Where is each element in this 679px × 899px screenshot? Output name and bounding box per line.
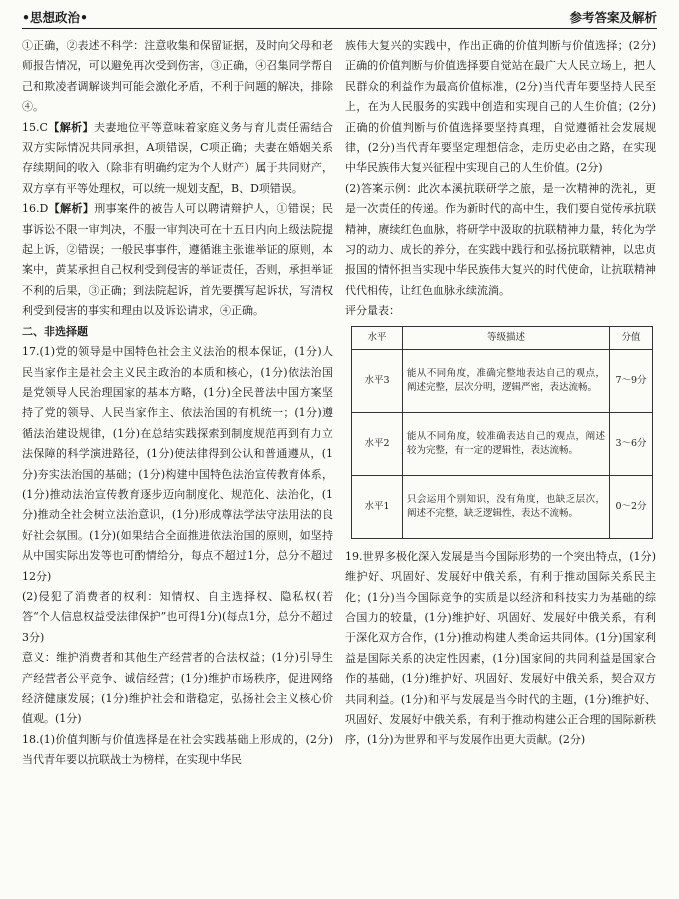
table-row bbox=[352, 349, 653, 412]
header-level: 水平 bbox=[352, 326, 403, 349]
level-cell: 水平2 bbox=[352, 412, 403, 475]
table-row bbox=[352, 475, 653, 538]
answer-16-tag: 【解析】 bbox=[48, 202, 95, 216]
answer-16-number: 16.D bbox=[22, 202, 49, 216]
header-description: 等级描述 bbox=[403, 326, 610, 349]
header-divider bbox=[22, 28, 657, 29]
table-header-row bbox=[352, 326, 653, 349]
left-column bbox=[22, 36, 333, 771]
subject-label: •思想政治• bbox=[22, 10, 88, 25]
answer-18-continuation: 族伟大复兴的实践中，作出正确的价值判断与价值选择；(2分)正确的价值判断与价值选择要自觉站在最广大人民立场上，把人民群众的利益作为最高价值标准，(2分)当代青年要坚持人民至上，在为人民服务的实践中创造和实现自己的人生价值；(2分)正确的价值判断与价值选择要坚持真理，自觉遵循社会发展规律，(2分)当代青年要坚定理想信念，走历史必由之路，在实现中华民族伟大复兴征程中实现自己的人生价值。(2分) bbox=[345, 39, 656, 175]
answer-15-number: 15.C bbox=[22, 120, 48, 134]
answer-17-part2: (2)侵犯了消费者的权利：知情权、自主选择权、隐私权(若答“个人信息权益受法律保护”也可得1分)(每点1分，总分不超过3分) bbox=[22, 589, 333, 644]
description-cell: 能从不同角度，较准确表达自己的观点，阐述较为完整，有一定的逻辑性，表达流畅。 bbox=[403, 412, 610, 475]
score-cell: 3～6分 bbox=[610, 412, 653, 475]
answer-16 bbox=[22, 199, 333, 321]
answer-17-part2-significance: 意义：维护消费者和其他生产经营者的合法权益；(1分)引导生产经营者公平竞争、诚信经营；(1分)维护市场秩序，促进网络经济健康发展；(1分)维护社会和谐稳定，弘扬社会主义核心价值观。(1分) bbox=[22, 651, 333, 726]
scoring-rubric-table bbox=[351, 326, 653, 539]
rubric-title: 评分量表： bbox=[345, 304, 400, 318]
answer-15-tag: 【解析】 bbox=[47, 120, 94, 134]
answer-15-text: 夫妻地位平等意味着家庭义务与育儿责任需结合双方实际情况共同承担，A项错误，C项正确；夫妻在婚姻关系存续期间的收入（除非有明确约定为个人财产）属于共同财产，双方享有平等处理权，可以统一规划支配，B、D项错误。 bbox=[22, 120, 333, 195]
answer-19: 19.世界多极化深入发展是当今国际形势的一个突出特点，(1分)维护好、巩固好、发展好中俄关系，有利于推动国际关系民主化；(1分)当今国际竞争的实质是以经济和科技实力为基础的综合国力的较量，(1分)维护好、巩固好、发展好中俄关系，有利于深化双方合作，(1分)推动构建人类命运共同体。(1分)国家利益是国际关系的决定性因素，(1分)国家间的共同利益是国家合作的基础，(1分)维护好、巩固好、发展好中俄关系，契合双方共同利益。(1分)和平与发展是当今时代的主题，(1分)维护好、巩固好、发展好中俄关系，有利于推动构建公正合理的国际新秩序，(1分)为世界和平与发展作出更大贡献。(2分) bbox=[345, 549, 656, 747]
answer-17-part1: 17.(1)党的领导是中国特色社会主义法治的根本保证，(1分)人民当家作主是社会主义民主政治的本质和核心，(1分)依法治国是党领导人民治理国家的基本方略，(1分)全民普法中国方案坚持了党的领导、人民当家作主、依法治国的有机统一；(1分)遵循法治建设规律，(1分)在总结实践探索到制度规范再到有力立法保障的科学演进路径，(1分)使法律得到公认和普通遵从，(1分)夯实法治国的基础；(1分)构建中国特色法治宣传教育体系，(1分)推动法治宣传教育逐步迈向制度化、规范化、法治化，(1分)推动全社会树立法治意识，(1分)形成尊法学法守法用法的良好社会氛围。(1分)(如果结合全面推进依法治国的原则，如坚持从中国实际出发等也可酌情给分，每点不超过1分，总分不超过12分) bbox=[22, 345, 333, 583]
answer-15 bbox=[22, 118, 333, 200]
answer-14-continuation: ①正确，②表述不科学：注意收集和保留证据，及时向父母和老师报告情况，可以避免再次受到伤害，③正确，④召集同学帮自己和欺凌者调解谈判可能会激化矛盾，不利于问题的解决，排除④。 bbox=[22, 39, 333, 114]
score-cell: 7～9分 bbox=[610, 349, 653, 412]
description-cell: 能从不同角度，准确完整地表达自己的观点，阐述完整，层次分明，逻辑严密，表达流畅。 bbox=[403, 349, 610, 412]
answer-18-start: 18.(1)价值判断与价值选择是在社会实践基础上形成的，(2分)当代青年要以抗联战士为榜样，在实现中华民 bbox=[22, 732, 333, 767]
header-score: 分值 bbox=[610, 326, 653, 349]
answer-18-part2: (2)答案示例：此次本溪抗联研学之旅，是一次精神的洗礼，更是一次责任的传递。作为新时代的高中生，我们要自觉传承抗联精神，赓续红色血脉，将研学中汲取的抗联精神力量，转化为学习的动力、成长的养分，在实践中践行和弘扬抗联精神，以忠贞报国的情怀担当实现中华民族伟大复兴的时代使命，让抗联精神代代相传，让红色血脉永续流淌。 bbox=[345, 181, 656, 297]
level-cell: 水平1 bbox=[352, 475, 403, 538]
level-cell: 水平3 bbox=[352, 349, 403, 412]
table-row bbox=[352, 412, 653, 475]
description-cell: 只会运用个别知识，没有角度，也缺乏层次，阐述不完整，缺乏逻辑性，表达不流畅。 bbox=[403, 475, 610, 538]
answer-16-text: 刑事案件的被告人可以聘请辩护人，①错误；民事诉讼不限一审判决，不服一审判决可在十五日内向上级法院提起上诉，②错误；一般民事事件，遵循谁主张谁举证的原则，本案中，黄某承担自己权利受到侵害的举证责任，否则，承担举证不利的后果，③正确；到法院起诉，首先要撰写起诉状，写清权利受到侵害的事实和理由以及诉讼请求，④正确。 bbox=[22, 202, 334, 318]
right-column bbox=[345, 36, 656, 751]
section-heading: 二、非选择题 bbox=[22, 324, 88, 338]
page-header bbox=[22, 8, 657, 26]
score-cell: 0～2分 bbox=[610, 475, 653, 538]
section-title: 参考答案及解析 bbox=[569, 10, 657, 25]
